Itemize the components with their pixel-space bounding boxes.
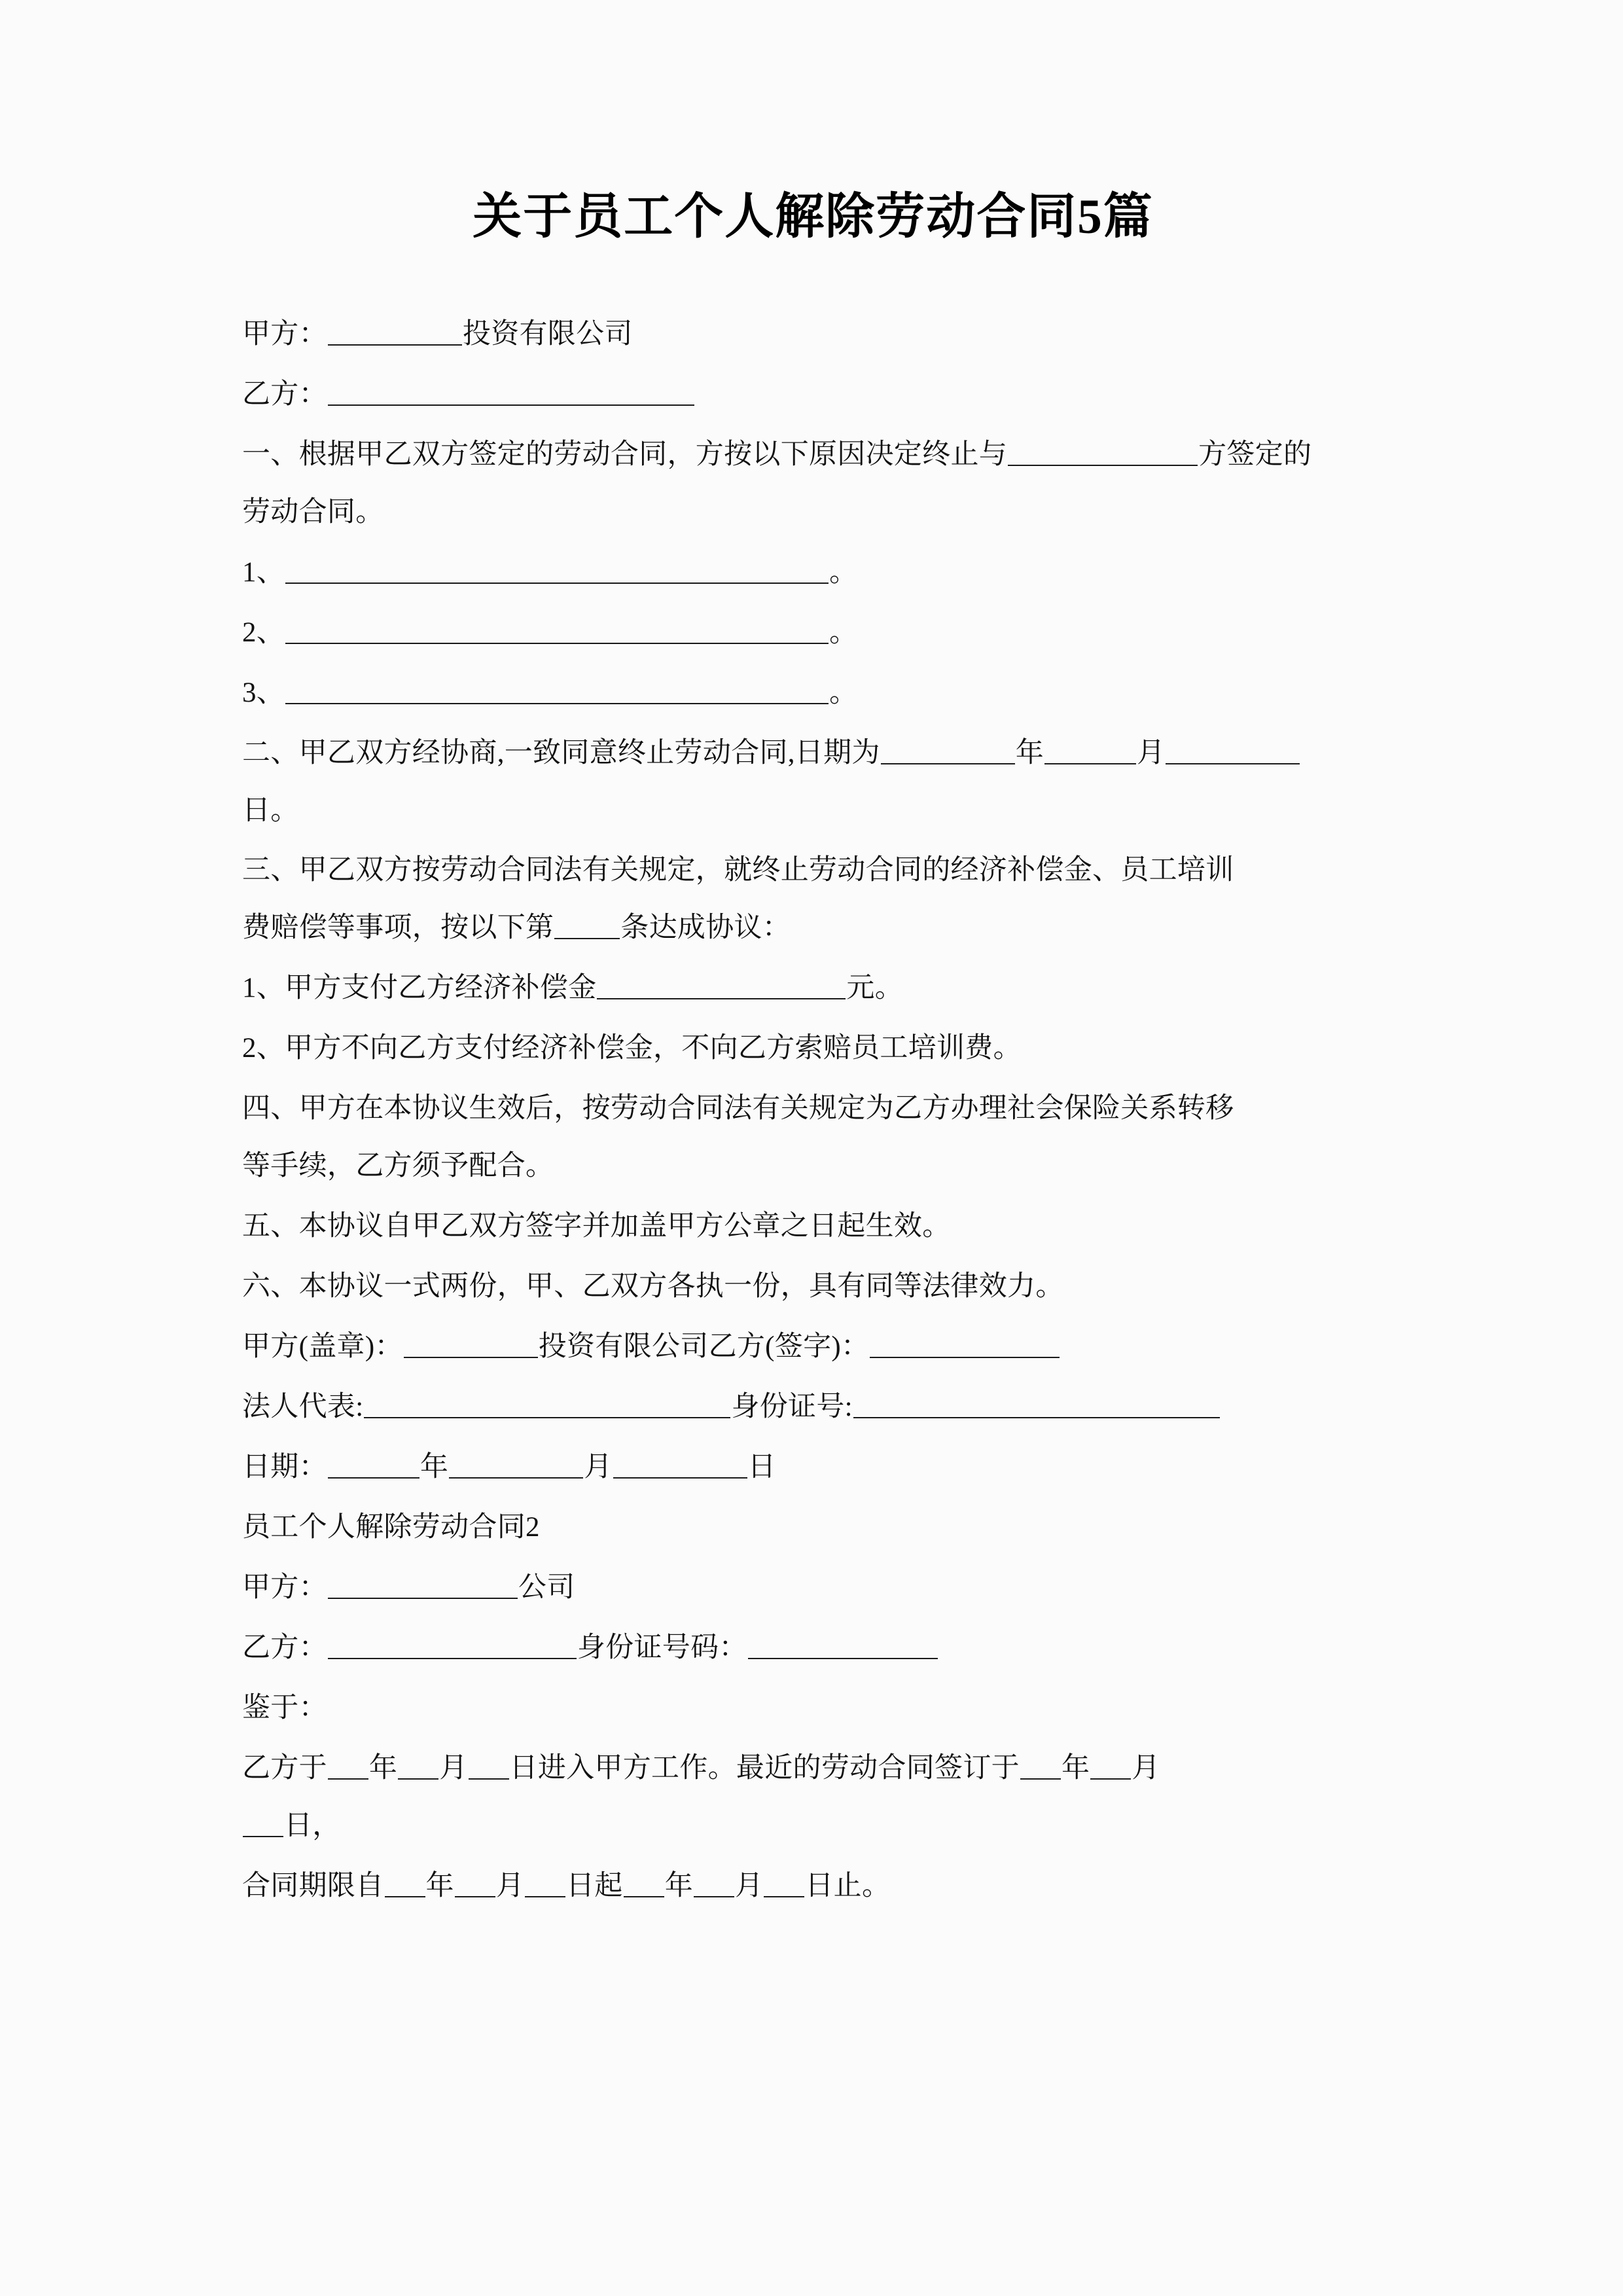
id-number-blank[interactable]: [853, 1416, 1220, 1418]
term-day1-label: 日起: [566, 1870, 623, 1901]
page-title: 关于员工个人解除劳动合同5篇: [473, 190, 1154, 244]
date-year-label: 年: [419, 1452, 449, 1483]
date-day-label: 日: [747, 1452, 776, 1483]
contract1-party-a-blank[interactable]: [328, 344, 462, 346]
recital-month2-blank[interactable]: [1090, 1778, 1131, 1780]
reason-3-blank[interactable]: [285, 702, 829, 704]
clause-1-text-part1: 一、根据甲乙双方签定的劳动合同，方按以下原因决定终止与: [242, 439, 1008, 470]
term-month2-blank[interactable]: [694, 1895, 734, 1897]
clause-2-year-blank[interactable]: [881, 762, 1015, 764]
contract2-party-b-blank[interactable]: [328, 1657, 577, 1659]
contract1-party-b-label: 乙方：: [242, 378, 327, 410]
contract1-signature-line: [242, 1321, 1384, 1373]
contract2-term-line: [242, 1860, 1384, 1912]
term-month1-blank[interactable]: [455, 1895, 495, 1897]
contract2-party-a-label: 甲方：: [242, 1572, 327, 1604]
contract1-item-1: [242, 962, 1384, 1014]
term-day2-blank[interactable]: [764, 1895, 804, 1897]
contract1-clause-1-line1: [242, 429, 1384, 481]
contract2-party-a-suffix: 公司: [518, 1572, 575, 1604]
reason-1-number: 1、: [242, 556, 285, 588]
date-day-blank[interactable]: [613, 1477, 747, 1479]
clause-1-blank[interactable]: [1008, 464, 1198, 466]
term-year1-label: 年: [425, 1870, 454, 1901]
contract1-clause-4-line1: 四、甲方在本协议生效后，按劳动合同法有关规定为乙方办理社会保险关系转移: [242, 1093, 1234, 1124]
contract2-party-b-line: [242, 1622, 1384, 1674]
recital-day1-blank[interactable]: [469, 1778, 509, 1780]
reason-3-number: 3、: [242, 677, 285, 708]
sign-b-blank[interactable]: [870, 1356, 1060, 1358]
contract1-party-a-label: 甲方：: [242, 318, 327, 350]
contract2-id-blank[interactable]: [748, 1657, 938, 1659]
date-month-blank[interactable]: [449, 1477, 583, 1479]
contract1-clause-3-line2: [242, 902, 1384, 954]
term-year2-label: 年: [664, 1870, 694, 1901]
contract1-reason-3: [242, 667, 1384, 719]
clause-3-text-part2: 条达成协议：: [620, 912, 791, 944]
contract2-recital-line2: [242, 1800, 1384, 1852]
recital-day2-blank[interactable]: [243, 1835, 283, 1837]
clause-2-month-blank[interactable]: [1044, 762, 1136, 764]
term-day2-label: 日止。: [805, 1870, 891, 1901]
clause-1-text-part2: 方签定的: [1198, 439, 1312, 470]
clause-2-text: 二、甲乙双方经协商,一致同意终止劳动合同,日期为: [242, 737, 880, 768]
recital-month1-blank[interactable]: [398, 1778, 438, 1780]
contract1-item-2: 2、甲方不向乙方支付经济补偿金，不向乙方索赔员工培训费。: [242, 1033, 1022, 1064]
recital-text-part2: 日进入甲方工作。最近的劳动合同签订于: [509, 1753, 1020, 1784]
reason-2-period: 。: [829, 617, 858, 648]
contract2-whereas-label: 鉴于：: [242, 1693, 327, 1724]
recital-text-part1: 乙方于: [242, 1753, 327, 1784]
contract1-clause-1-line2: 劳动合同。: [242, 496, 384, 528]
sign-a-blank[interactable]: [404, 1356, 538, 1358]
contract1-party-b-line: [242, 368, 1384, 421]
term-year1-blank[interactable]: [385, 1895, 425, 1897]
clause-2-year-label: 年: [1015, 737, 1044, 768]
document-body: [242, 308, 1384, 1912]
contract2-party-a-line: [242, 1562, 1384, 1614]
contract1-clause-3-line1: 三、甲乙双方按劳动合同法有关规定，就终止劳动合同的经济补偿金、员工培训: [242, 855, 1234, 886]
term-text-part1: 合同期限自: [242, 1870, 384, 1901]
id-number-label: 身份证号:: [731, 1391, 853, 1423]
date-label: 日期：: [242, 1452, 327, 1483]
item-1-text-part2: 元。: [846, 973, 904, 1004]
contract2-recital-line1: [242, 1742, 1384, 1795]
contract1-clause-4-line2: 等手续，乙方须予配合。: [242, 1151, 554, 1182]
contract1-reason-1: [242, 547, 1384, 599]
contract1-clause-2-line2: 日。: [242, 795, 299, 826]
clause-2-month-label: 月: [1137, 737, 1166, 768]
recital-year1-label: 年: [368, 1753, 398, 1784]
recital-day2-label: 日，: [284, 1810, 341, 1841]
legal-rep-label: 法人代表:: [242, 1391, 364, 1423]
contract1-clause-2-line1: [242, 727, 1384, 780]
clause-2-day-blank[interactable]: [1166, 762, 1300, 764]
term-month1-label: 月: [495, 1870, 525, 1901]
clause-3-article-blank[interactable]: [554, 937, 620, 939]
recital-year2-label: 年: [1061, 1753, 1090, 1784]
date-year-blank[interactable]: [328, 1477, 419, 1479]
contract2-heading: 员工个人解除劳动合同2: [242, 1512, 540, 1543]
sign-b-label: 乙方(签字)：: [708, 1331, 870, 1363]
recital-year2-blank[interactable]: [1020, 1778, 1061, 1780]
contract1-party-a-line: [242, 308, 1384, 361]
recital-month1-label: 月: [439, 1753, 468, 1784]
contract1-legal-rep-line: [242, 1381, 1384, 1433]
contract1-party-b-blank[interactable]: [328, 404, 694, 406]
contract1-party-a-suffix: 投资有限公司: [462, 318, 633, 350]
term-month2-label: 月: [735, 1870, 764, 1901]
reason-2-number: 2、: [242, 617, 285, 648]
reason-3-period: 。: [829, 677, 858, 708]
contract1-reason-2: [242, 607, 1384, 659]
term-day1-blank[interactable]: [525, 1895, 565, 1897]
recital-month2-label: 月: [1132, 1753, 1160, 1784]
legal-rep-blank[interactable]: [364, 1416, 730, 1418]
sign-a-label: 甲方(盖章)：: [242, 1331, 403, 1363]
item-1-amount-blank[interactable]: [597, 997, 846, 999]
reason-1-period: 。: [829, 556, 858, 588]
contract2-party-b-label: 乙方：: [242, 1632, 327, 1664]
contract2-id-label: 身份证号码：: [577, 1632, 747, 1664]
term-year2-blank[interactable]: [624, 1895, 664, 1897]
item-1-text-part1: 1、甲方支付乙方经济补偿金: [242, 973, 597, 1004]
reason-2-blank[interactable]: [285, 642, 829, 644]
date-month-label: 月: [584, 1452, 613, 1483]
sign-a-company: 投资有限公司: [538, 1331, 709, 1363]
contract1-clause-5: 五、本协议自甲乙双方签字并加盖甲方公章之日起生效。: [242, 1211, 951, 1242]
contract2-party-a-blank[interactable]: [328, 1597, 518, 1599]
reason-1-blank[interactable]: [285, 582, 829, 584]
document-content: [242, 0, 1384, 1920]
contract1-clause-6: 六、本协议一式两份，甲、乙双方各执一份，具有同等法律效力。: [242, 1271, 1064, 1302]
contract1-date-line: [242, 1441, 1384, 1494]
clause-3-text-part1: 费赔偿等事项，按以下第: [242, 912, 554, 944]
recital-year1-blank[interactable]: [328, 1778, 368, 1780]
